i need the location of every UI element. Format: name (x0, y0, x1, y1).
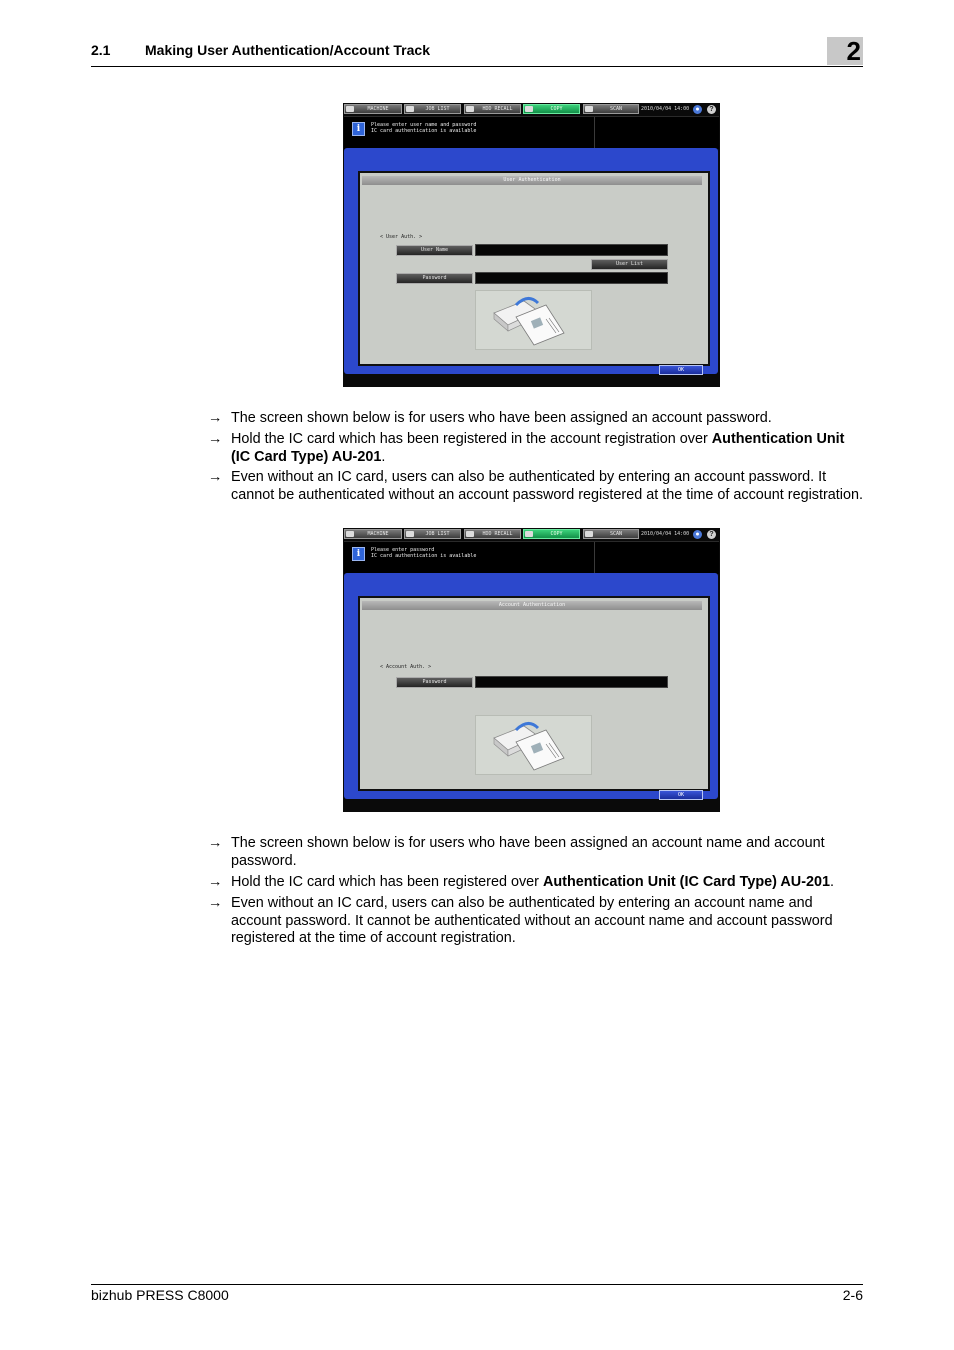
password-field[interactable] (475, 272, 668, 284)
bullet-item: → Even without an IC card, users can also be authenticated by entering an account name and account password. It cannot be authenticated without an account name and account password registered at the time of account registration. (208, 895, 833, 946)
tab-hdd-recall[interactable]: HDD RECALL (464, 104, 521, 114)
section-title: Making User Authentication/Account Track (145, 42, 430, 58)
ic-card-reader-icon (476, 716, 591, 774)
message-bar (344, 541, 719, 574)
hdd-icon (466, 106, 474, 112)
ic-card-reader-icon (476, 291, 591, 349)
help-icon[interactable]: ? (707, 105, 716, 114)
clock: 2010/04/04 14:00 (641, 106, 690, 112)
machine-icon (346, 106, 354, 112)
ic-card-illustration (475, 290, 592, 350)
copy-icon (525, 106, 533, 112)
ok-button[interactable]: OK (659, 365, 703, 375)
user-name-button[interactable]: User Name (396, 245, 473, 256)
arrow-icon: → (208, 410, 223, 426)
group-label: < User Auth. > (380, 234, 423, 240)
list-icon (406, 106, 414, 112)
status-message: Please enter user name and password IC card authentication is available (371, 122, 477, 134)
password-button[interactable]: Password (396, 677, 473, 688)
arrow-icon: → (208, 874, 223, 890)
tab-scan[interactable]: SCAN (583, 529, 639, 539)
tab-copy[interactable]: COPY (523, 104, 580, 114)
bullet-item: → Hold the IC card which has been registered over Authentication Unit (IC Card Type) AU-201. (208, 874, 834, 890)
user-list-button[interactable]: User List (591, 259, 668, 270)
auth-frame (344, 148, 718, 374)
group-label: < Account Auth. > (380, 664, 432, 670)
scan-icon (585, 531, 593, 537)
tab-hdd-recall[interactable]: HDD RECALL (464, 529, 521, 539)
section-number: 2.1 (91, 42, 111, 58)
auth-panel (358, 596, 710, 791)
top-tab-bar (344, 104, 719, 114)
product-name: bizhub PRESS C8000 (91, 1287, 229, 1303)
tab-scan[interactable]: SCAN (583, 104, 639, 114)
tab-copy[interactable]: COPY (523, 529, 580, 539)
page-number: 2-6 (842, 1287, 863, 1303)
status-message: Please enter password IC card authentication is available (371, 547, 477, 559)
hdd-icon (466, 531, 474, 537)
info-globe-icon[interactable]: ● (693, 530, 702, 539)
help-icon[interactable]: ? (707, 530, 716, 539)
tab-machine[interactable]: MACHINE (344, 104, 402, 114)
user-name-field[interactable] (475, 244, 668, 256)
bullet-item: → Even without an IC card, users can also be authenticated by entering an account password. It cannot be authenticated without an account password registered at the time of account registration. (208, 469, 863, 503)
tab-machine[interactable]: MACHINE (344, 529, 402, 539)
password-button[interactable]: Password (396, 273, 473, 284)
copy-icon (525, 531, 533, 537)
chapter-number: 2 (827, 37, 863, 65)
info-icon: i (352, 122, 365, 136)
ic-card-illustration (475, 715, 592, 775)
bullet-item: → The screen shown below is for users who have been assigned an account name and account password. (208, 835, 825, 869)
info-globe-icon[interactable]: ● (693, 105, 702, 114)
password-field[interactable] (475, 676, 668, 688)
scan-icon (585, 106, 593, 112)
arrow-icon: → (208, 835, 223, 851)
info-icon: i (352, 547, 365, 561)
message-bar (344, 116, 719, 149)
auth-frame (344, 573, 718, 799)
machine-icon (346, 531, 354, 537)
arrow-icon: → (208, 469, 223, 485)
page-footer (91, 1284, 863, 1303)
page-header (91, 36, 863, 67)
top-tab-bar (344, 529, 719, 539)
panel-title: User Authentication (362, 176, 702, 185)
bullet-item: → The screen shown below is for users who have been assigned an account password. (208, 410, 772, 426)
bullet-item: → Hold the IC card which has been registered in the account registration over Authentication Unit (IC Card Type) AU-201. (208, 431, 845, 465)
panel-title: Account Authentication (362, 601, 702, 610)
user-auth-screenshot (343, 103, 720, 387)
tab-job-list[interactable]: JOB LIST (404, 529, 461, 539)
auth-panel (358, 171, 710, 366)
account-auth-screenshot (343, 528, 720, 812)
ok-button[interactable]: OK (659, 790, 703, 800)
list-icon (406, 531, 414, 537)
clock: 2010/04/04 14:00 (641, 531, 690, 537)
tab-job-list[interactable]: JOB LIST (404, 104, 461, 114)
arrow-icon: → (208, 431, 223, 447)
arrow-icon: → (208, 895, 223, 911)
